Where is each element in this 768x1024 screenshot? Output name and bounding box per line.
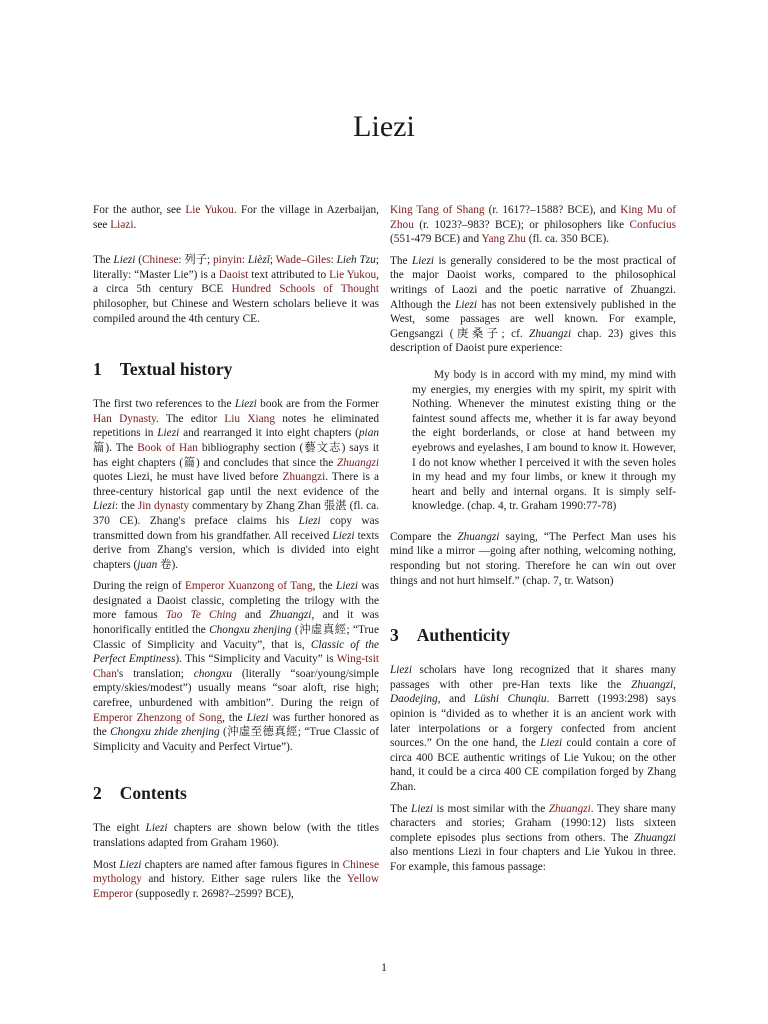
right-column — [390, 203, 676, 882]
page-number: 1 — [381, 960, 387, 974]
authenticity-paragraph-2: The Liezi is most similar with the Zhuangzi. They share many characters and stories; Graham (1990:12) lists sixteen complete episodes plus sections from others. The Zhuangzi also mentions Liezi in four chapters and Lie Yukou in three. For example, this famous passage: — [390, 802, 676, 873]
compare-paragraph: Compare the Zhuangzi saying, “The Perfect Man uses his mind like a mirror —going after nothing, welcoming nothing, responding but not storing. Therefore he can win out over things and not hurt himself.” (chap. 7, tr. Watson) — [390, 530, 676, 587]
section-heading-authenticity: 3 Authenticity — [390, 625, 511, 646]
contents-paragraph-2-continued: King Tang of Shang (r. 1617?–1588? BCE), and King Mu of Zhou (r. 1023?–983? BCE); or philosophers like Confucius (551-479 BCE) and Yang Zhu (fl. ca. 350 BCE). — [390, 204, 676, 246]
textual-history-paragraph-1: The first two references to the Liezi book are from the Former Han Dynasty. The editor Liu Xiang notes he eliminated repetitions in Liezi and rearranged it into eight chapters (pian 篇). The Book of Han bibliography section (藝文志) says it has eight chapters (篇) and concludes that since the Zhuangzi quotes Liezi, he must have lived before Zhuangzi. There is a three-century historical gap until the next evidence of the Liezi: the Jin dynasty commentary by Zhang Zhan 張湛 (fl. ca. 370 CE). Zhang's preface claims his Liezi copy was transmitted down from his grandfather. All received Liezi texts derive from Zhang's version, which is divided into eight chapters (juan 卷). — [93, 398, 379, 571]
link-wing-tsit-chan[interactable]: Wing-tsit Chan — [93, 653, 379, 680]
link-zhuangzi-2[interactable]: Zhuangzi — [282, 471, 326, 484]
left-column — [93, 203, 379, 908]
link-pinyin[interactable]: pinyin — [213, 254, 242, 267]
link-liu-xiang[interactable]: Liu Xiang — [224, 412, 275, 425]
section-heading-contents: 2 Contents — [93, 783, 187, 804]
link-yellow-emperor[interactable]: Yellow Emperor — [93, 873, 379, 900]
block-quote: My body is in accord with my mind, my mind with my energies, my energies with my spirit, my spirit with Nothing. Whenever the minutest existing thing or the faintest sound affects me, whether it is far away beyond the eight borderlands, or close at hand between my eyebrows and eyelashes, I am bound to know it. However, I do not know whether I perceived it with the seven holes in my head and my four limbs, or knew it through my heart and belly and internal organs. It is simply self-knowledge. (chap. 4, tr. Graham 1990:77-78) — [412, 368, 676, 513]
link-daoist[interactable]: Daoist — [218, 268, 249, 281]
link-yang-zhu[interactable]: Yang Zhu — [481, 233, 526, 246]
page-title: Liezi — [353, 110, 415, 143]
link-jin-dynasty[interactable]: Jin dynasty — [137, 500, 190, 513]
practical-paragraph: The Liezi is generally considered to be the most practical of the major Daoist works, compared to the philosophical writings of Laozi and the poetic narrative of Zhuangzi. Although the Liezi has not been extensively published in the West, some passages are well known. For example, Gengsangzi (庚桑子; cf. Zhuangzi chap. 23) gives this description of Daoist pure experience: — [390, 254, 676, 355]
contents-paragraph-2: Most Liezi chapters are named after famous figures in Chinese mythology and history. Either sage rulers like the Yellow Emperor (supposedly r. 2698?–2599? BCE), — [93, 858, 379, 900]
contents-paragraph-1: The eight Liezi chapters are shown below (with the titles translations adapted from Graham 1960). — [93, 822, 379, 849]
link-book-of-han[interactable]: Book of Han — [137, 441, 198, 454]
link-confucius[interactable]: Confucius — [629, 218, 676, 231]
link-xuanzong[interactable]: Emperor Xuanzong of Tang — [184, 580, 313, 593]
link-chinese-mythology[interactable]: Chinese mythology — [93, 858, 379, 886]
authenticity-paragraph-1: Liezi scholars have long recognized that it shares many passages with other pre-Han texts like the Zhuangzi, Daodejing, and Lüshi Chunqiu. Barrett (1993:298) says opinion is “divided as to whether it is an ancient work with later interpolations or a forgery confected from ancient sources.” On the one hand, the Liezi could contain a core of circa 400 BCE authentic writings of Lie Yukou; on the other hand, it could be a circa 400 CE compilation forged by Zhang Zhan. — [390, 664, 676, 793]
link-lie-yukou[interactable]: Lie Yukou — [185, 204, 234, 216]
link-zhuangzi-1[interactable]: Zhuangzi — [336, 456, 379, 469]
link-lie-yukou-2[interactable]: Lie Yukou — [329, 268, 377, 281]
link-liazi[interactable]: Liəzi — [110, 218, 134, 231]
link-zhuangzi-3[interactable]: Zhuangzi — [548, 802, 591, 815]
link-tao-te-ching[interactable]: Tao Te Ching — [165, 609, 237, 622]
link-han-dynasty[interactable]: Han Dynasty — [93, 412, 157, 425]
section-heading-textual-history: 1 Textual history — [93, 359, 233, 380]
link-king-mu[interactable]: King Mu of Zhou — [390, 204, 676, 231]
link-zhenzong[interactable]: Emperor Zhenzong of Song — [93, 711, 223, 724]
link-chinese[interactable]: Chinese — [142, 254, 179, 267]
intro-paragraph: The Liezi (Chinese: 列子; pinyin: Lièzĭ; Wade–Giles: Lieh Tzu; literally: “Master Lie”) is a Daoist text attributed to Lie Yukou, a circa 5th century BCE Hundred Schools of Thought philosopher, but Chinese and Western scholars believe it was compiled around the 4th century CE. — [93, 254, 379, 325]
hatnote: For the author, see Lie Yukou. For the village in Azerbaijan, see Liəzi. — [93, 204, 379, 231]
link-hundred-schools[interactable]: Hundred Schools of Thought — [231, 283, 379, 296]
link-wade-giles[interactable]: Wade–Giles — [275, 254, 331, 267]
link-king-tang[interactable]: King Tang of Shang — [390, 204, 485, 216]
textual-history-paragraph-2: During the reign of Emperor Xuanzong of Tang, the Liezi was designated a Daoist classic, completing the trilogy with the more famous Tao Te Ching and Zhuangzi, and it was honorifically entitled the Chongxu zhenjing (沖虛真經; “True Classic of Simplicity and Vacuity”, that is, Classic of the Perfect Emptiness). This “Simplicity and Vacuity” is Wing-tsit Chan's translation; chongxu (literally “soar/young/simple empty/skies/modest”) usually means “soar aloft, rise high; carefree, unburdened with ambition”. During the reign of Emperor Zhenzong of Song, the Liezi was further honored as the Chongxu zhide zhenjing (沖虛至德真經; “True Classic of Simplicity and Vacuity and Perfect Virtue”). — [93, 580, 380, 753]
